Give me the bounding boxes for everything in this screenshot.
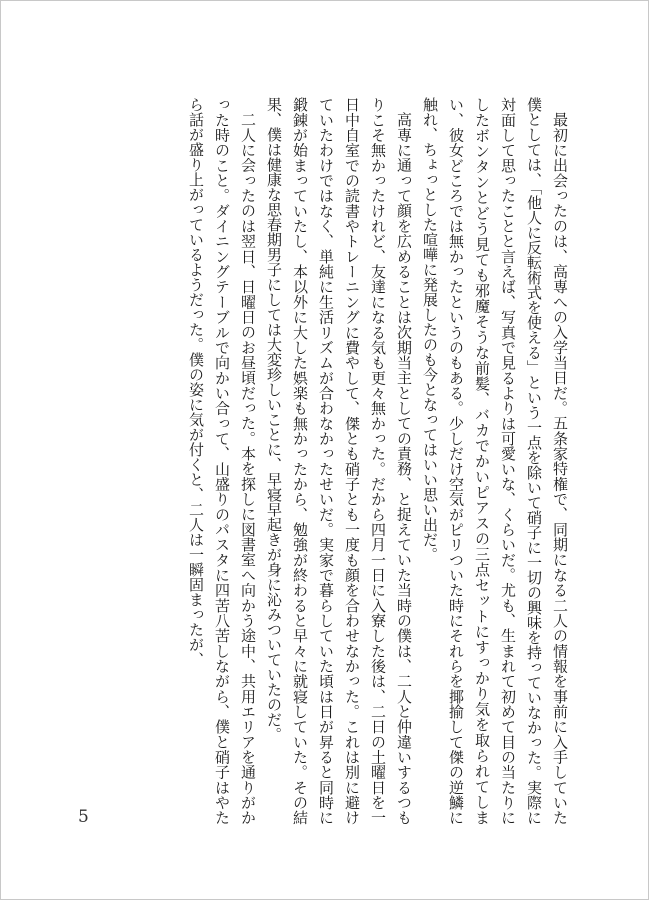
vertical-text-body [77,97,573,825]
paragraph-1: 最初に出会ったのは、高専への入学当日だ。五条家特権で、同期になる二人の情報を事前に入手していた僕としては、「他人に反転術式を使える」という一点を除いて硝子に一切の興味を持っていなかった。実際に対面して思ったことと言えば、写真で見るよりは可愛いな、くらいだ。尤も、生まれて初めて目の当たりにしたボンタンとどう見ても邪魔そうな前髪、バカでかいピアスの三点セットにすっかり気を取られてしまい、彼女どころでは無かったというのもある。少しだけ空気がピリついた時にそれらを揶揄して傑の逆鱗に触れ、ちょっとした喧嘩に発展したのも今となってはいい思い出だ。 [421,97,569,825]
paragraph-2: 高専に通って顔を広めることは次期当主としての責務、と捉えていた当時の僕は、二人と仲違いするつもりこそ無かったけれど、友達になる気も更々無かった。だから四月一日に入寮した後は、二日の土曜日を一日中自室での読書やトレーニングに費やして、傑とも硝子とも一度も顔を合わせなかった。これは別に避けていたわけではなく、単純に生活リズムが合わなかったせいだ。実家で暮らしていた頃は日が昇ると同時に鍛錬が始まっていたし、本以外に大した娯楽も無かったから、勉強が終わると早々に就寝していた。その結果、僕は健康な思春期男子にしては大変珍しいことに、早寝早起きが身に沁みついていたのだ。 [265,97,413,825]
page-number: 5 [78,807,89,827]
paragraph-3: 二人に会ったのは翌日、日曜日のお昼頃だった。本を探しに図書室へ向かう途中、共用エリアを通りがかった時のこと。ダイニングテーブルで向かい合って、山盛りのパスタに四苦八苦しながら、僕と硝子はやたら話が盛り上がっているようだった。僕の姿に気が付くと、二人は一瞬固まったが、 [187,97,257,825]
